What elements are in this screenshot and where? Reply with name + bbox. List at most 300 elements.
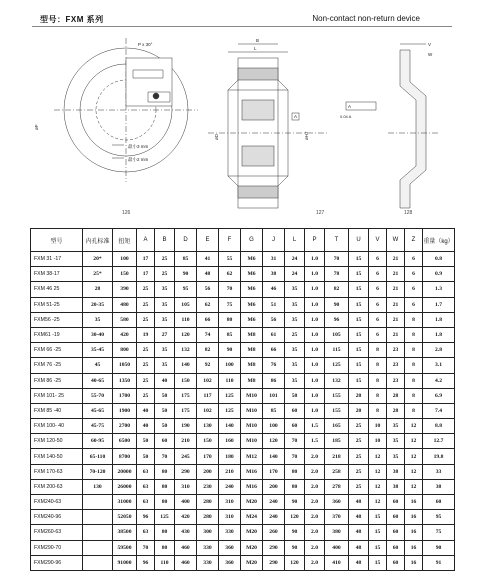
table-cell: 80 [155,479,175,494]
table-cell: 110 [175,312,197,327]
table-cell: 8 [369,358,387,373]
table-cell: 55-70 [83,388,113,403]
document-title: Non-contact non-return device [312,14,420,23]
model-cell: FXM 46 25 [31,282,83,297]
table-cell: 130 [83,479,113,494]
table-cell: 12.7 [423,434,455,449]
table-cell: 2.0 [305,479,325,494]
model-cell: FXM 38-17 [31,267,83,282]
table-cell: 155 [325,403,349,418]
svg-text:øD: øD [214,134,219,140]
table-cell: 48 [349,540,369,555]
column-header: Z [405,229,423,252]
table-cell: 41 [197,252,219,267]
table-cell: 45-75 [83,419,113,434]
table-cell: 25 [349,419,369,434]
table-cell: 17 [137,267,155,282]
table-cell: 20000 [113,464,137,479]
table-cell: 200 [263,479,285,494]
table-cell: 2.0 [305,449,325,464]
table-cell: M12 [241,449,263,464]
table-cell: 580 [113,312,137,327]
table-row [31,373,455,388]
svg-text:A: A [348,104,352,109]
svg-text:最小3 mm: 最小3 mm [128,144,149,149]
table-cell: 15 [369,555,387,570]
table-cell: 290 [263,540,285,555]
table-cell: 240 [219,479,241,494]
table-cell: 38 [387,464,405,479]
table-cell: 6 [405,282,423,297]
table-cell: 70 [285,449,305,464]
table-cell: 35 [285,282,305,297]
table-cell: 63 [137,525,155,540]
table-cell: 165 [325,419,349,434]
table-row [31,388,455,403]
table-cell: 48 [349,495,369,510]
table-cell: 360 [219,540,241,555]
table-cell: 21 [387,282,405,297]
table-cell: 125 [219,388,241,403]
table-cell: 25 [137,343,155,358]
table-cell: 50 [155,419,175,434]
table-cell: 60 [387,540,405,555]
table-cell: 82 [325,282,349,297]
table-cell: 80 [155,495,175,510]
model-cell: FXM260-63 [31,525,83,540]
figure-label-3: 128 [404,210,413,216]
model-cell: FXM 76 -25 [31,358,83,373]
table-cell: M8 [241,373,263,388]
table-cell: 96 [325,312,349,327]
table-cell: 90 [175,267,197,282]
table-cell: M10 [241,388,263,403]
table-cell: 15 [349,252,369,267]
table-header-row [31,229,455,252]
table-cell: 66 [263,343,285,358]
table-cell: 132 [325,373,349,388]
column-header: 扭矩 [113,229,137,252]
spec-table [30,228,455,571]
table-cell: M6 [241,297,263,312]
column-header: D [175,229,197,252]
table-cell: 15 [349,267,369,282]
table-cell: 2.0 [305,525,325,540]
table-cell: 10 [369,434,387,449]
model-cell: FXM290-96 [31,555,83,570]
table-cell: 200 [197,464,219,479]
svg-text:B: B [256,38,260,43]
table-row [31,358,455,373]
svg-text:0.04 A: 0.04 A [340,114,352,119]
table-cell: 12 [369,495,387,510]
table-cell: 400 [325,540,349,555]
table-cell: 12 [369,479,387,494]
table-cell: 210 [219,464,241,479]
table-cell: 80 [155,525,175,540]
table-cell: 45-65 [83,403,113,418]
table-cell: 75 [423,525,455,540]
table-cell: 4.2 [423,373,455,388]
table-cell: 25 [349,449,369,464]
table-cell: 50 [155,403,175,418]
table-cell: 155 [325,388,349,403]
table-cell: 16 [405,555,423,570]
table-cell: 80 [219,312,241,327]
table-row [31,479,455,494]
table-cell: 60 [387,555,405,570]
table-cell: 8 [405,358,423,373]
figure-front-view [34,38,198,182]
table-cell: 21 [387,267,405,282]
table-cell [83,525,113,540]
model-cell: FXM 86 -25 [31,373,83,388]
table-cell: 1.0 [305,343,325,358]
table-cell: 63 [137,464,155,479]
table-cell: 400 [175,495,197,510]
table-cell: M6 [241,312,263,327]
table-cell: 278 [325,479,349,494]
table-cell: 2.0 [305,540,325,555]
column-header: E [197,229,219,252]
table-cell: 25 [137,282,155,297]
table-cell: 80 [285,479,305,494]
table-cell: 31000 [113,495,137,510]
table-cell: 25 [285,327,305,342]
column-header: G [241,229,263,252]
table-cell: 50 [137,434,155,449]
table-cell: 70 [285,434,305,449]
model-cell: FXM 140-50 [31,449,83,464]
table-cell: M20 [241,525,263,540]
table-cell: 19 [137,327,155,342]
table-cell: M20 [241,555,263,570]
table-cell: 290 [175,464,197,479]
table-cell: 230 [197,479,219,494]
column-header: J [263,229,285,252]
table-cell: M10 [241,403,263,418]
table-cell: 90 [285,540,305,555]
table-cell: 6 [369,297,387,312]
table-row [31,403,455,418]
table-row [31,267,455,282]
table-cell: 185 [325,434,349,449]
table-cell: 0.9 [423,267,455,282]
table-cell: 6 [369,312,387,327]
table-cell: 8 [369,343,387,358]
table-cell: 70 [325,252,349,267]
table-cell: 1.0 [305,403,325,418]
table-cell: 0.8 [423,252,455,267]
table-cell: 15 [369,540,387,555]
table-cell: 117 [197,388,219,403]
table-cell: M8 [241,327,263,342]
table-cell: M6 [241,282,263,297]
table-cell: 1.3 [423,282,455,297]
table-cell: 2.0 [305,555,325,570]
table-cell: 330 [197,555,219,570]
table-row [31,495,455,510]
table-cell: 26000 [113,479,137,494]
table-cell: 21 [387,252,405,267]
table-cell: M20 [241,540,263,555]
table-cell: 140 [219,419,241,434]
table-cell: 20* [83,252,113,267]
table-cell: 35 [155,297,175,312]
svg-text:L: L [254,46,257,51]
table-cell: 50 [285,388,305,403]
table-cell: 60 [387,510,405,525]
table-cell: 95 [423,510,455,525]
table-cell: 2.0 [305,464,325,479]
table-cell: 125 [219,403,241,418]
table-cell: 8 [405,403,423,418]
table-cell: 28 [387,403,405,418]
table-cell: 430 [175,525,197,540]
table-cell: 1050 [113,358,137,373]
table-cell: 27 [155,327,175,342]
table-cell: 8 [369,403,387,418]
table-cell: 100 [219,358,241,373]
table-cell: 35 [387,419,405,434]
table-row [31,449,455,464]
table-cell: 62 [219,267,241,282]
table-cell: 110 [155,555,175,570]
model-cell: FXM 66 -25 [31,343,83,358]
table-cell: 310 [219,510,241,525]
table-cell: 70 [137,540,155,555]
table-cell: 160 [219,434,241,449]
column-header: F [219,229,241,252]
table-row [31,297,455,312]
table-cell: 15 [349,312,369,327]
table-cell: 460 [175,540,197,555]
table-cell: 1700 [113,388,137,403]
table-cell: 90 [285,525,305,540]
table-cell: 40-65 [83,373,113,388]
table-cell: 50 [155,388,175,403]
table-cell: 30-40 [83,327,113,342]
table-cell: 50 [137,449,155,464]
table-cell: 25 [155,267,175,282]
table-cell: 1.0 [305,358,325,373]
table-cell: 2.0 [305,510,325,525]
column-header: W [387,229,405,252]
table-cell: 35 [155,343,175,358]
table-cell: 25 [137,312,155,327]
table-cell: 8 [405,343,423,358]
figure-section-view [208,38,376,208]
table-cell: 115 [325,343,349,358]
table-cell: 90 [219,343,241,358]
table-cell: 21 [387,297,405,312]
table-cell: 96 [137,555,155,570]
column-header: A [137,229,155,252]
table-cell: 55 [219,252,241,267]
table-cell: 85 [263,403,285,418]
table-cell: 61 [263,327,285,342]
table-cell: 31 [263,252,285,267]
svg-text:W: W [428,52,433,57]
table-cell: 35 [285,343,305,358]
table-cell: M16 [241,479,263,494]
table-cell: 150 [197,434,219,449]
table-cell: 1.0 [305,373,325,388]
table-cell: 6 [369,252,387,267]
table-cell: 2.0 [305,495,325,510]
table-cell: 120 [285,555,305,570]
table-cell: 70 [155,449,175,464]
table-cell: 15 [349,282,369,297]
table-cell: 80 [155,464,175,479]
table-cell: 1350 [113,373,137,388]
model-cell: FXM240-63 [31,495,83,510]
model-cell: FXM 51-25 [31,297,83,312]
figure-label-2: 127 [316,210,325,216]
table-cell: 23 [387,343,405,358]
table-cell: 12 [405,449,423,464]
table-cell: 60 [387,495,405,510]
table-cell: 1.5 [305,419,325,434]
table-cell: 6500 [113,434,137,449]
table-cell: 1.0 [305,252,325,267]
table-row [31,252,455,267]
table-cell: M8 [241,343,263,358]
table-cell: 28 [387,388,405,403]
table-cell: 1.0 [305,267,325,282]
table-cell: 35 [387,449,405,464]
table-row [31,464,455,479]
table-cell: 60-95 [83,434,113,449]
table-cell: 120 [285,510,305,525]
table-cell: 280 [197,495,219,510]
svg-text:A: A [294,114,298,119]
table-cell: 8 [405,388,423,403]
model-cell: FXM 31 -17 [31,252,83,267]
table-cell: 40 [137,403,155,418]
table-cell: 86 [263,373,285,388]
table-cell: 48 [197,267,219,282]
table-cell: 35 [285,373,305,388]
table-cell: 10 [369,419,387,434]
table-cell: 300 [197,525,219,540]
table-cell [83,510,113,525]
table-cell: 35 [155,358,175,373]
table-cell: 12 [369,464,387,479]
model-cell: FXM61 -19 [31,327,83,342]
table-cell: 48 [349,525,369,540]
table-cell: 6 [405,252,423,267]
table-cell: 95 [175,282,197,297]
table-cell: 15 [349,373,369,388]
table-cell: 60 [285,403,305,418]
table-cell: 35 [285,312,305,327]
table-cell: 12 [369,449,387,464]
table-row [31,540,455,555]
table-cell: 20 [349,403,369,418]
table-cell: M6 [241,267,263,282]
table-cell: 25 [155,252,175,267]
column-header: 内孔标准 [83,229,113,252]
model-cell: FXM 170-63 [31,464,83,479]
table-cell: 70 [219,282,241,297]
table-cell: 420 [175,510,197,525]
table-cell: 1.0 [305,388,325,403]
table-cell: 25 [137,297,155,312]
table-row [31,434,455,449]
header-rule [32,26,452,27]
table-cell: 70-120 [83,464,113,479]
table-cell: 90 [423,540,455,555]
table-cell: 1.7 [423,297,455,312]
table-cell: 25 [137,358,155,373]
table-cell: 8 [405,373,423,388]
table-cell: 310 [175,479,197,494]
table-cell: 12 [405,464,423,479]
table-cell: 96 [137,510,155,525]
svg-text:最小2 mm: 最小2 mm [128,157,149,162]
table-cell: 17 [137,252,155,267]
table-cell: 38500 [113,525,137,540]
table-cell: 1900 [113,403,137,418]
column-header: L [285,229,305,252]
table-cell: 6 [369,267,387,282]
table-cell: 132 [175,343,197,358]
table-cell: 74 [197,327,219,342]
table-cell: 28 [83,282,113,297]
table-cell: 25 [137,373,155,388]
table-cell: 8.8 [423,419,455,434]
table-cell: 800 [113,343,137,358]
table-cell: 85 [219,327,241,342]
table-cell: 360 [325,495,349,510]
table-cell: 35 [387,434,405,449]
table-cell: 35 [285,297,305,312]
table-row [31,312,455,327]
table-cell: 1.0 [305,282,325,297]
table-cell: 19.8 [423,449,455,464]
table-cell: 82 [197,343,219,358]
table-cell: 175 [175,388,197,403]
table-cell: 25 [349,434,369,449]
table-cell: M8 [241,358,263,373]
table-cell: 330 [197,540,219,555]
svg-text:V: V [428,42,432,47]
table-cell: 21 [387,327,405,342]
table-cell: 218 [325,449,349,464]
table-row [31,525,455,540]
table-cell: 21 [387,312,405,327]
table-cell: 25 [349,464,369,479]
table-cell: 240 [263,495,285,510]
table-row [31,327,455,342]
table-row [31,510,455,525]
table-cell: 25* [83,267,113,282]
table-cell: 75 [219,297,241,312]
table-cell: 24 [285,267,305,282]
table-cell: 16 [405,510,423,525]
model-cell: FXM 100- 40 [31,419,83,434]
table-cell: 125 [155,510,175,525]
column-header: B [155,229,175,252]
table-cell: 48 [349,510,369,525]
table-cell: 15 [369,510,387,525]
column-header: 重量（kg） [423,229,455,252]
table-cell: 91000 [113,555,137,570]
table-cell [83,555,113,570]
table-cell: 8 [405,327,423,342]
table-cell: 420 [113,327,137,342]
